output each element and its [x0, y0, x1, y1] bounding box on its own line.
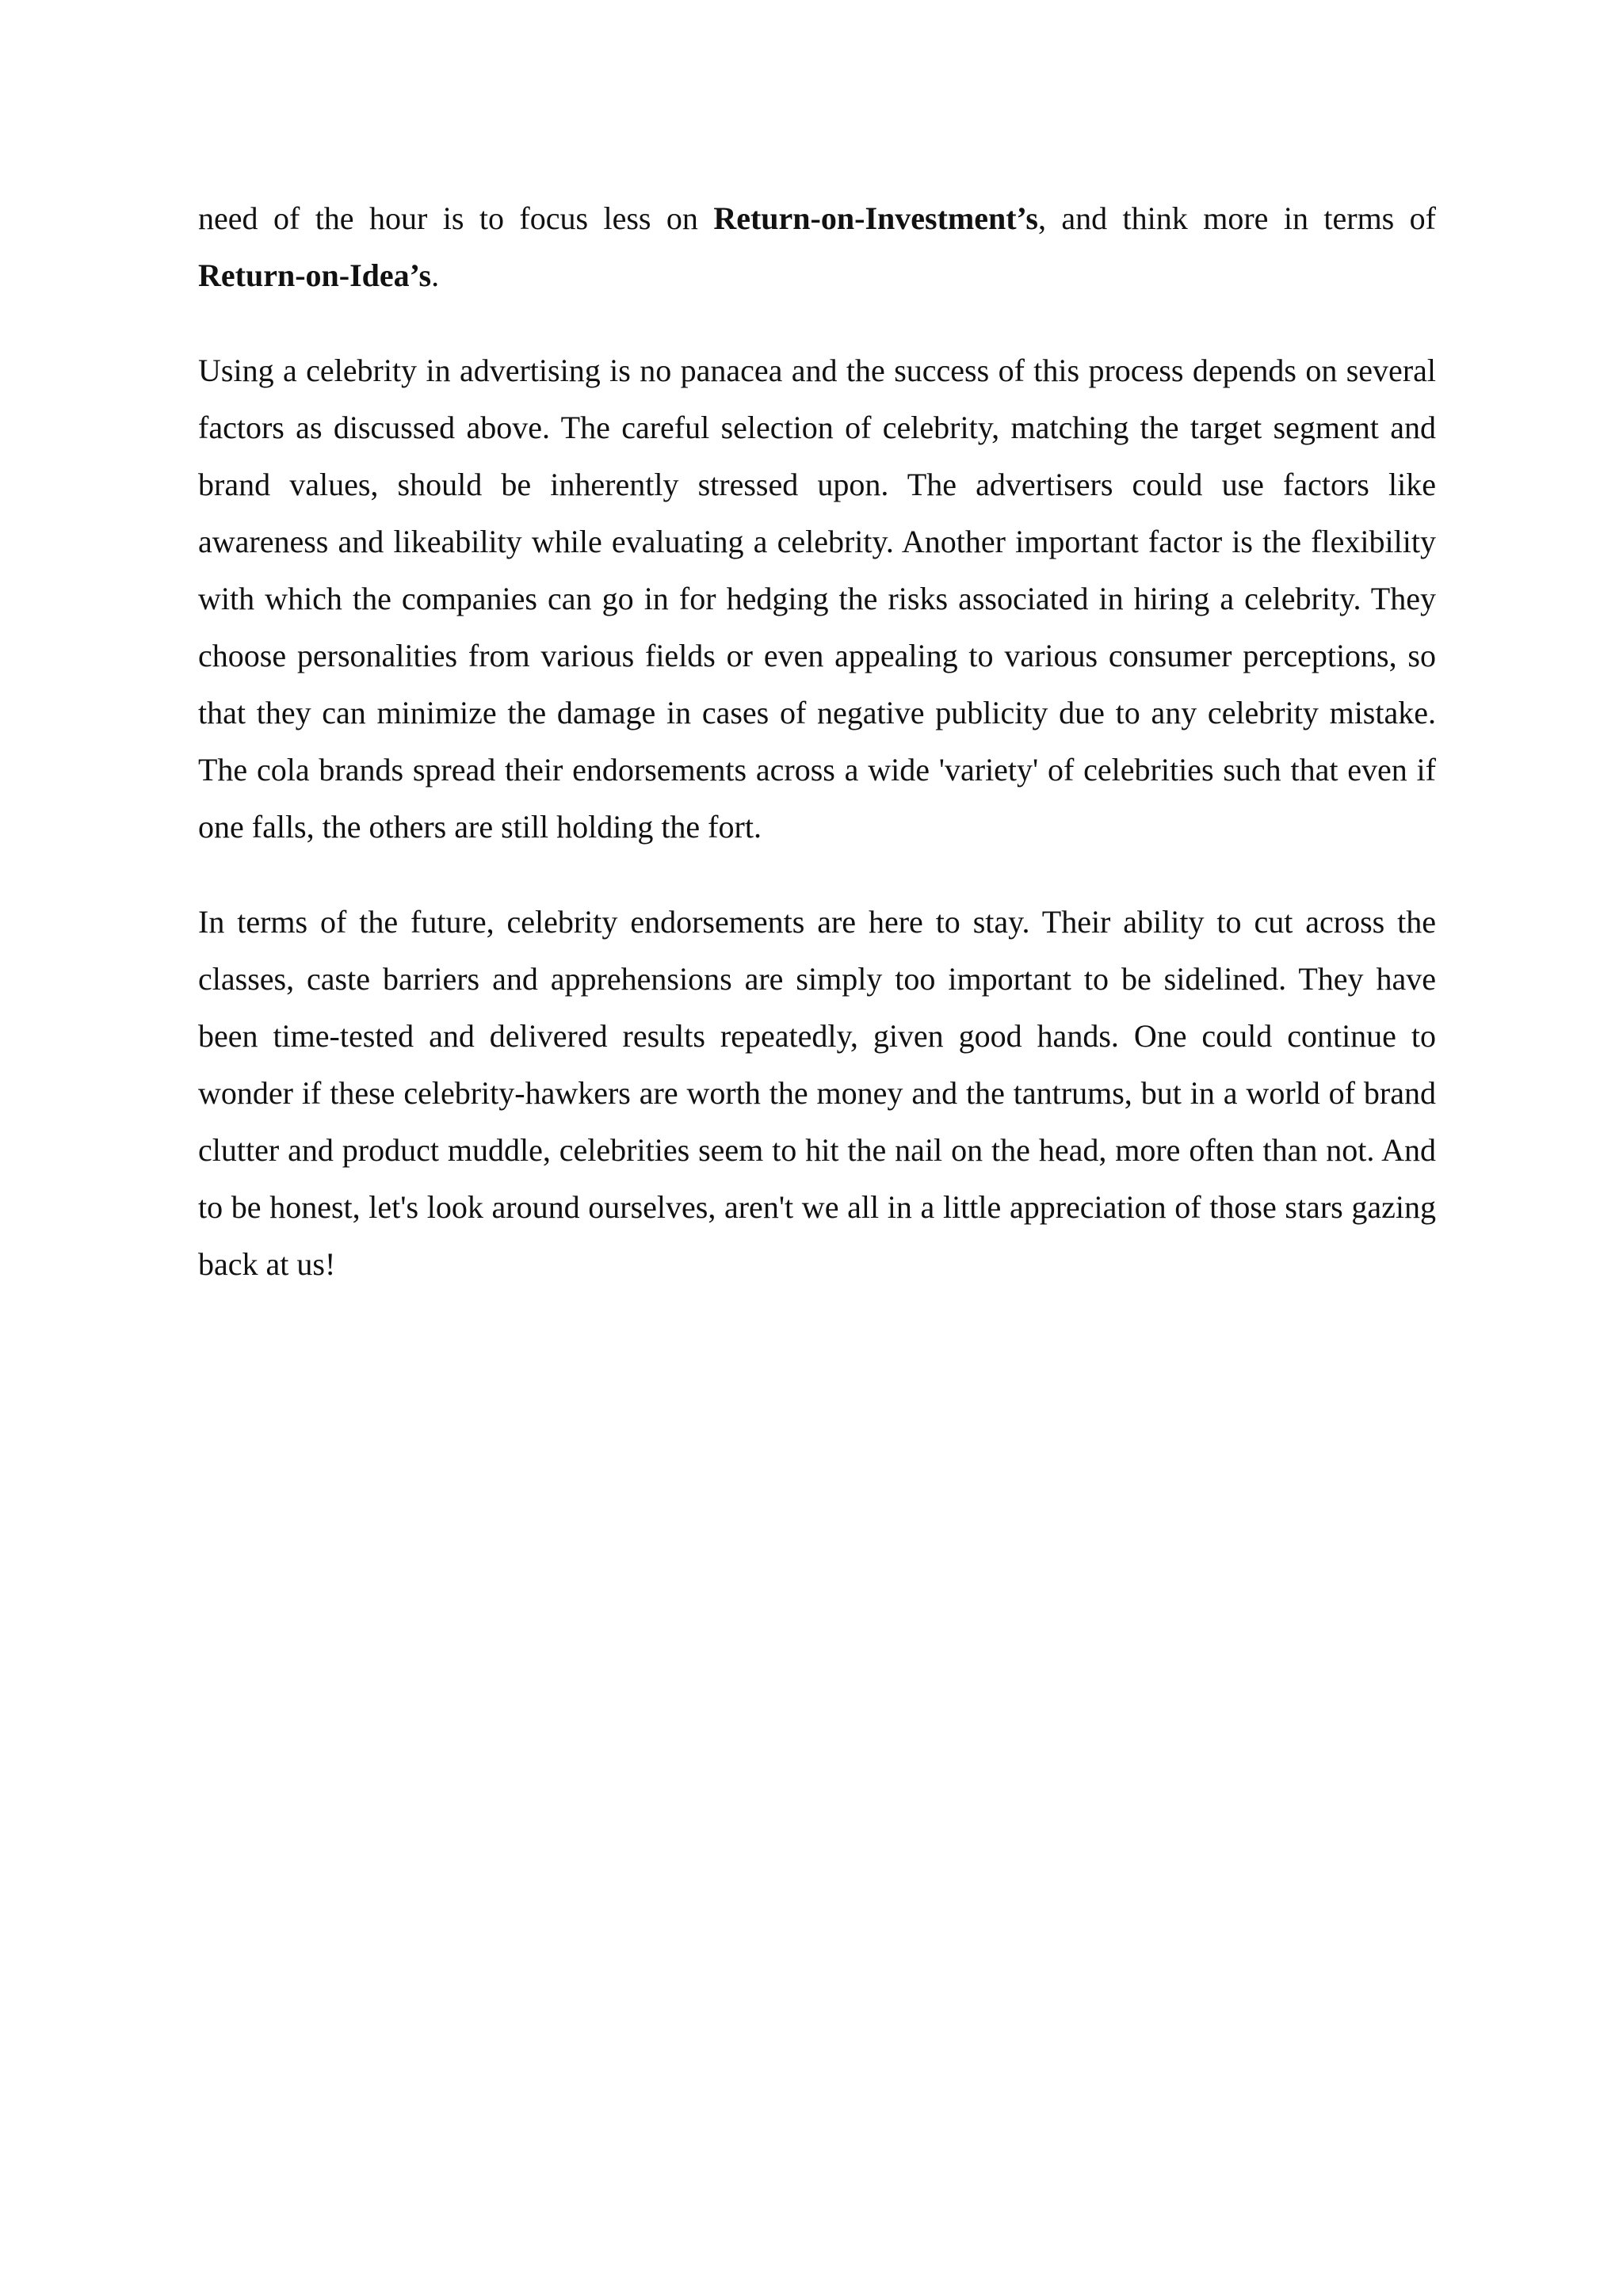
text-run: need of the hour is to focus less on [198, 200, 714, 236]
text-run: , and think more in terms of [1037, 200, 1437, 236]
bold-term-return-on-idea: Return-on-Idea’s [198, 257, 432, 293]
text-run: In terms of the future, celebrity endorsements are here to stay. Their ability to cut across the classes, caste barriers and apprehensions are simply too important to be sidelined. They have been time-tested and delivered results repeatedly, given good hands. One could continue to wonder if these celebrity-hawkers are worth the money and the tantrums, but in a world of brand clutter and product muddle, celebrities seem to hit the nail on the head, more often than not. And to be honest, let's look around ourselves, aren't we all in a little appreciation of those stars gazing back at us! [198, 904, 1436, 1282]
text-run: . [431, 257, 440, 293]
bold-term-return-on-investment: Return-on-Investment’s [713, 200, 1038, 236]
body-text [198, 190, 1436, 1293]
paragraph-panacea [198, 342, 1436, 856]
paragraph-future [198, 894, 1436, 1293]
text-run: Using a celebrity in advertising is no panacea and the success of this process depends on several factors as discussed above. The careful selection of celebrity, matching the target segment and brand values, should be inherently stressed upon. The advertisers could use factors like awareness and likeability while evaluating a celebrity. Another important factor is the flexibility with which the companies can go in for hedging the risks associated in hiring a celebrity. They choose personalities from various fields or even appealing to various consumer perceptions, so that they can minimize the damage in cases of negative publicity due to any celebrity mistake. The cola brands spread their endorsements across a wide 'variety' of celebrities such that even if one falls, the others are still holding the fort. [198, 353, 1436, 845]
paragraph-roi [198, 190, 1436, 304]
